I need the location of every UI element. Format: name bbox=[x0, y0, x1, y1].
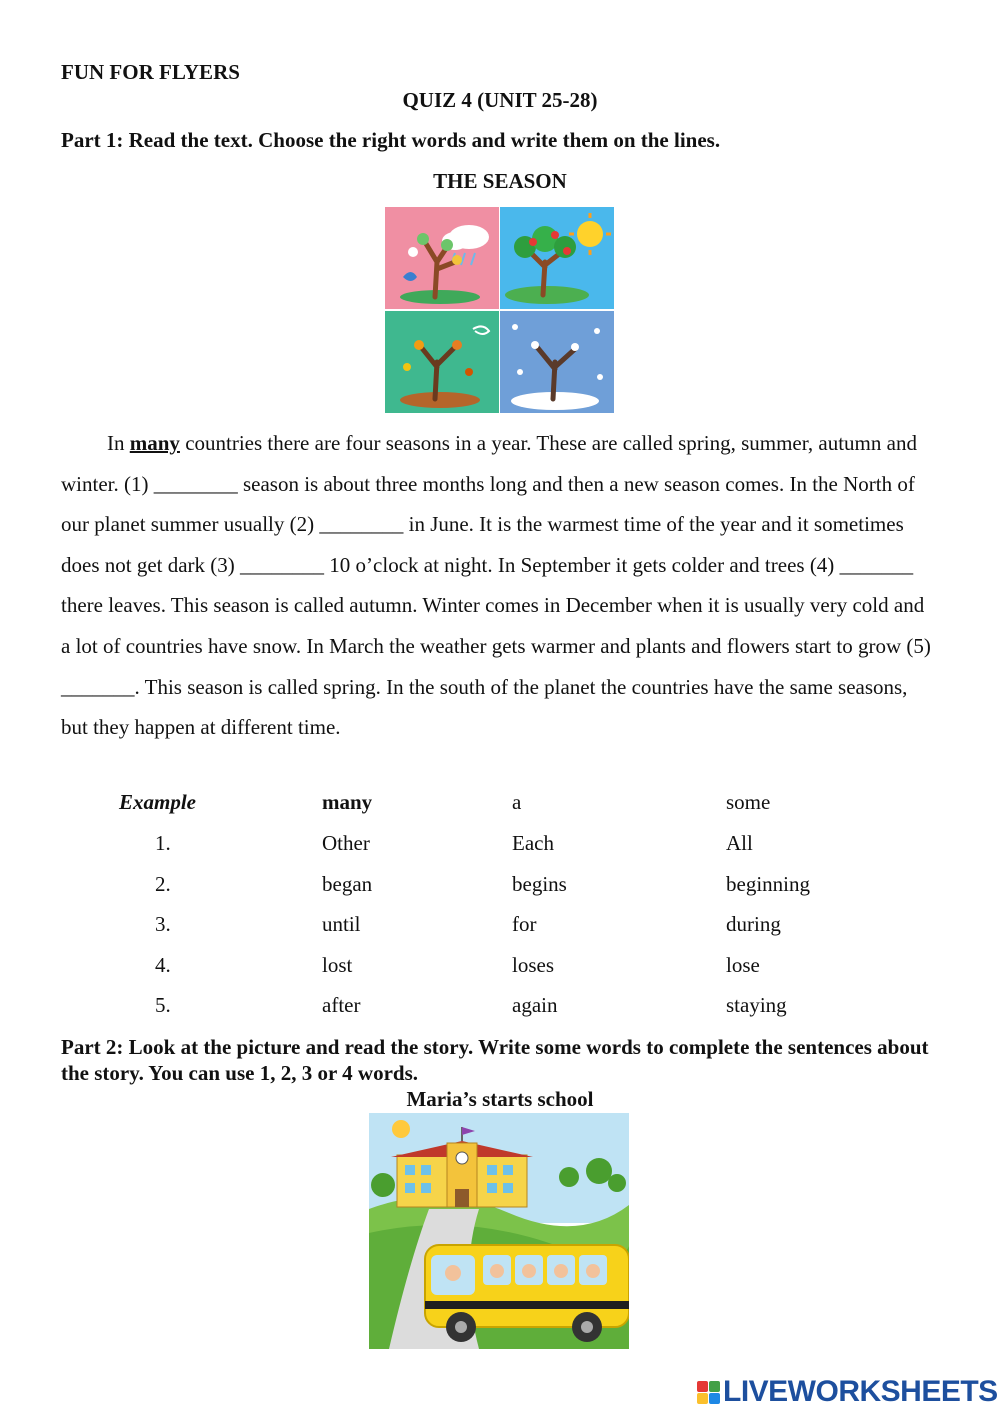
blank-5[interactable]: _______ bbox=[61, 674, 135, 699]
option-c[interactable]: during bbox=[726, 912, 781, 936]
logo-square-green bbox=[709, 1381, 720, 1392]
blank-2[interactable]: ________ bbox=[319, 512, 404, 537]
options-row-3 bbox=[0, 912, 1000, 952]
options-row-example bbox=[0, 790, 1000, 830]
option-c[interactable]: beginning bbox=[726, 872, 810, 896]
logo-square-red bbox=[697, 1381, 708, 1392]
options-row-4 bbox=[0, 953, 1000, 993]
school-bus-image bbox=[369, 1113, 629, 1349]
option-a[interactable]: lost bbox=[322, 953, 353, 977]
logo-icon bbox=[697, 1381, 720, 1404]
option-a: many bbox=[322, 790, 373, 814]
option-b[interactable]: loses bbox=[512, 953, 554, 977]
option-label: 3. bbox=[155, 912, 171, 936]
option-b[interactable]: again bbox=[512, 993, 558, 1017]
option-a[interactable]: began bbox=[322, 872, 373, 896]
logo-text: LIVEWORKSHEETS bbox=[723, 1375, 998, 1408]
seasons-image bbox=[385, 207, 614, 413]
logo-square-blue bbox=[709, 1393, 720, 1404]
option-b[interactable]: for bbox=[512, 912, 537, 936]
option-c[interactable]: staying bbox=[726, 993, 787, 1017]
options-row-2 bbox=[0, 872, 1000, 912]
blank-1[interactable]: ________ bbox=[153, 471, 238, 496]
options-row-5 bbox=[0, 993, 1000, 1033]
option-b[interactable]: begins bbox=[512, 872, 567, 896]
blank-3[interactable]: ________ bbox=[240, 552, 325, 577]
option-label: 4. bbox=[155, 953, 171, 977]
option-label: 5. bbox=[155, 993, 171, 1017]
option-c[interactable]: lose bbox=[726, 953, 760, 977]
option-b[interactable]: Each bbox=[512, 831, 554, 855]
option-label: 2. bbox=[155, 872, 171, 896]
quiz-title: QUIZ 4 (UNIT 25-28) bbox=[402, 88, 598, 112]
option-a[interactable]: until bbox=[322, 912, 361, 936]
option-label: Example bbox=[119, 790, 196, 814]
part2-instruction: Part 2: Look at the picture and read the story. Write some words to complete the sentences about the story. You can use 1, 2, 3 or 4 words. bbox=[61, 1035, 929, 1085]
option-b: a bbox=[512, 790, 522, 814]
part1-instruction: Part 1: Read the text. Choose the right words and write them on the lines. bbox=[61, 128, 721, 152]
part2-title: Maria’s starts school bbox=[406, 1087, 594, 1111]
logo-square-yellow bbox=[697, 1393, 708, 1404]
option-c: some bbox=[726, 790, 771, 814]
option-c[interactable]: All bbox=[726, 831, 753, 855]
example-answer: many bbox=[129, 431, 180, 455]
liveworksheets-logo[interactable] bbox=[697, 1375, 998, 1409]
season-passage: In many countries there are four seasons in a year. These are called spring, summer, autumn and winter. (1) ________ season is about three months long and then a new season comes. In the North of our planet summer usually (2) ________ in June. It is the warmest time of the year and it sometimes does not get dark (3) ________ 10 o’clock at night. In September it gets colder and trees (4) _______ there leaves. This season is called autumn. Winter comes in December when it is usually very cold and a lot of countries have snow. In March the weather gets warmer and plants and flowers start to grow (5) _______. This season is called spring. In the south of the planet the countries have the same seasons, but they happen at different time. bbox=[61, 431, 931, 740]
options-row-1 bbox=[0, 831, 1000, 871]
blank-4[interactable]: _______ bbox=[839, 552, 914, 577]
worksheet-title: FUN FOR FLYERS bbox=[61, 60, 240, 84]
option-a[interactable]: Other bbox=[322, 831, 370, 855]
option-a[interactable]: after bbox=[322, 993, 361, 1017]
option-label: 1. bbox=[155, 831, 171, 855]
part1-title: THE SEASON bbox=[433, 169, 567, 193]
